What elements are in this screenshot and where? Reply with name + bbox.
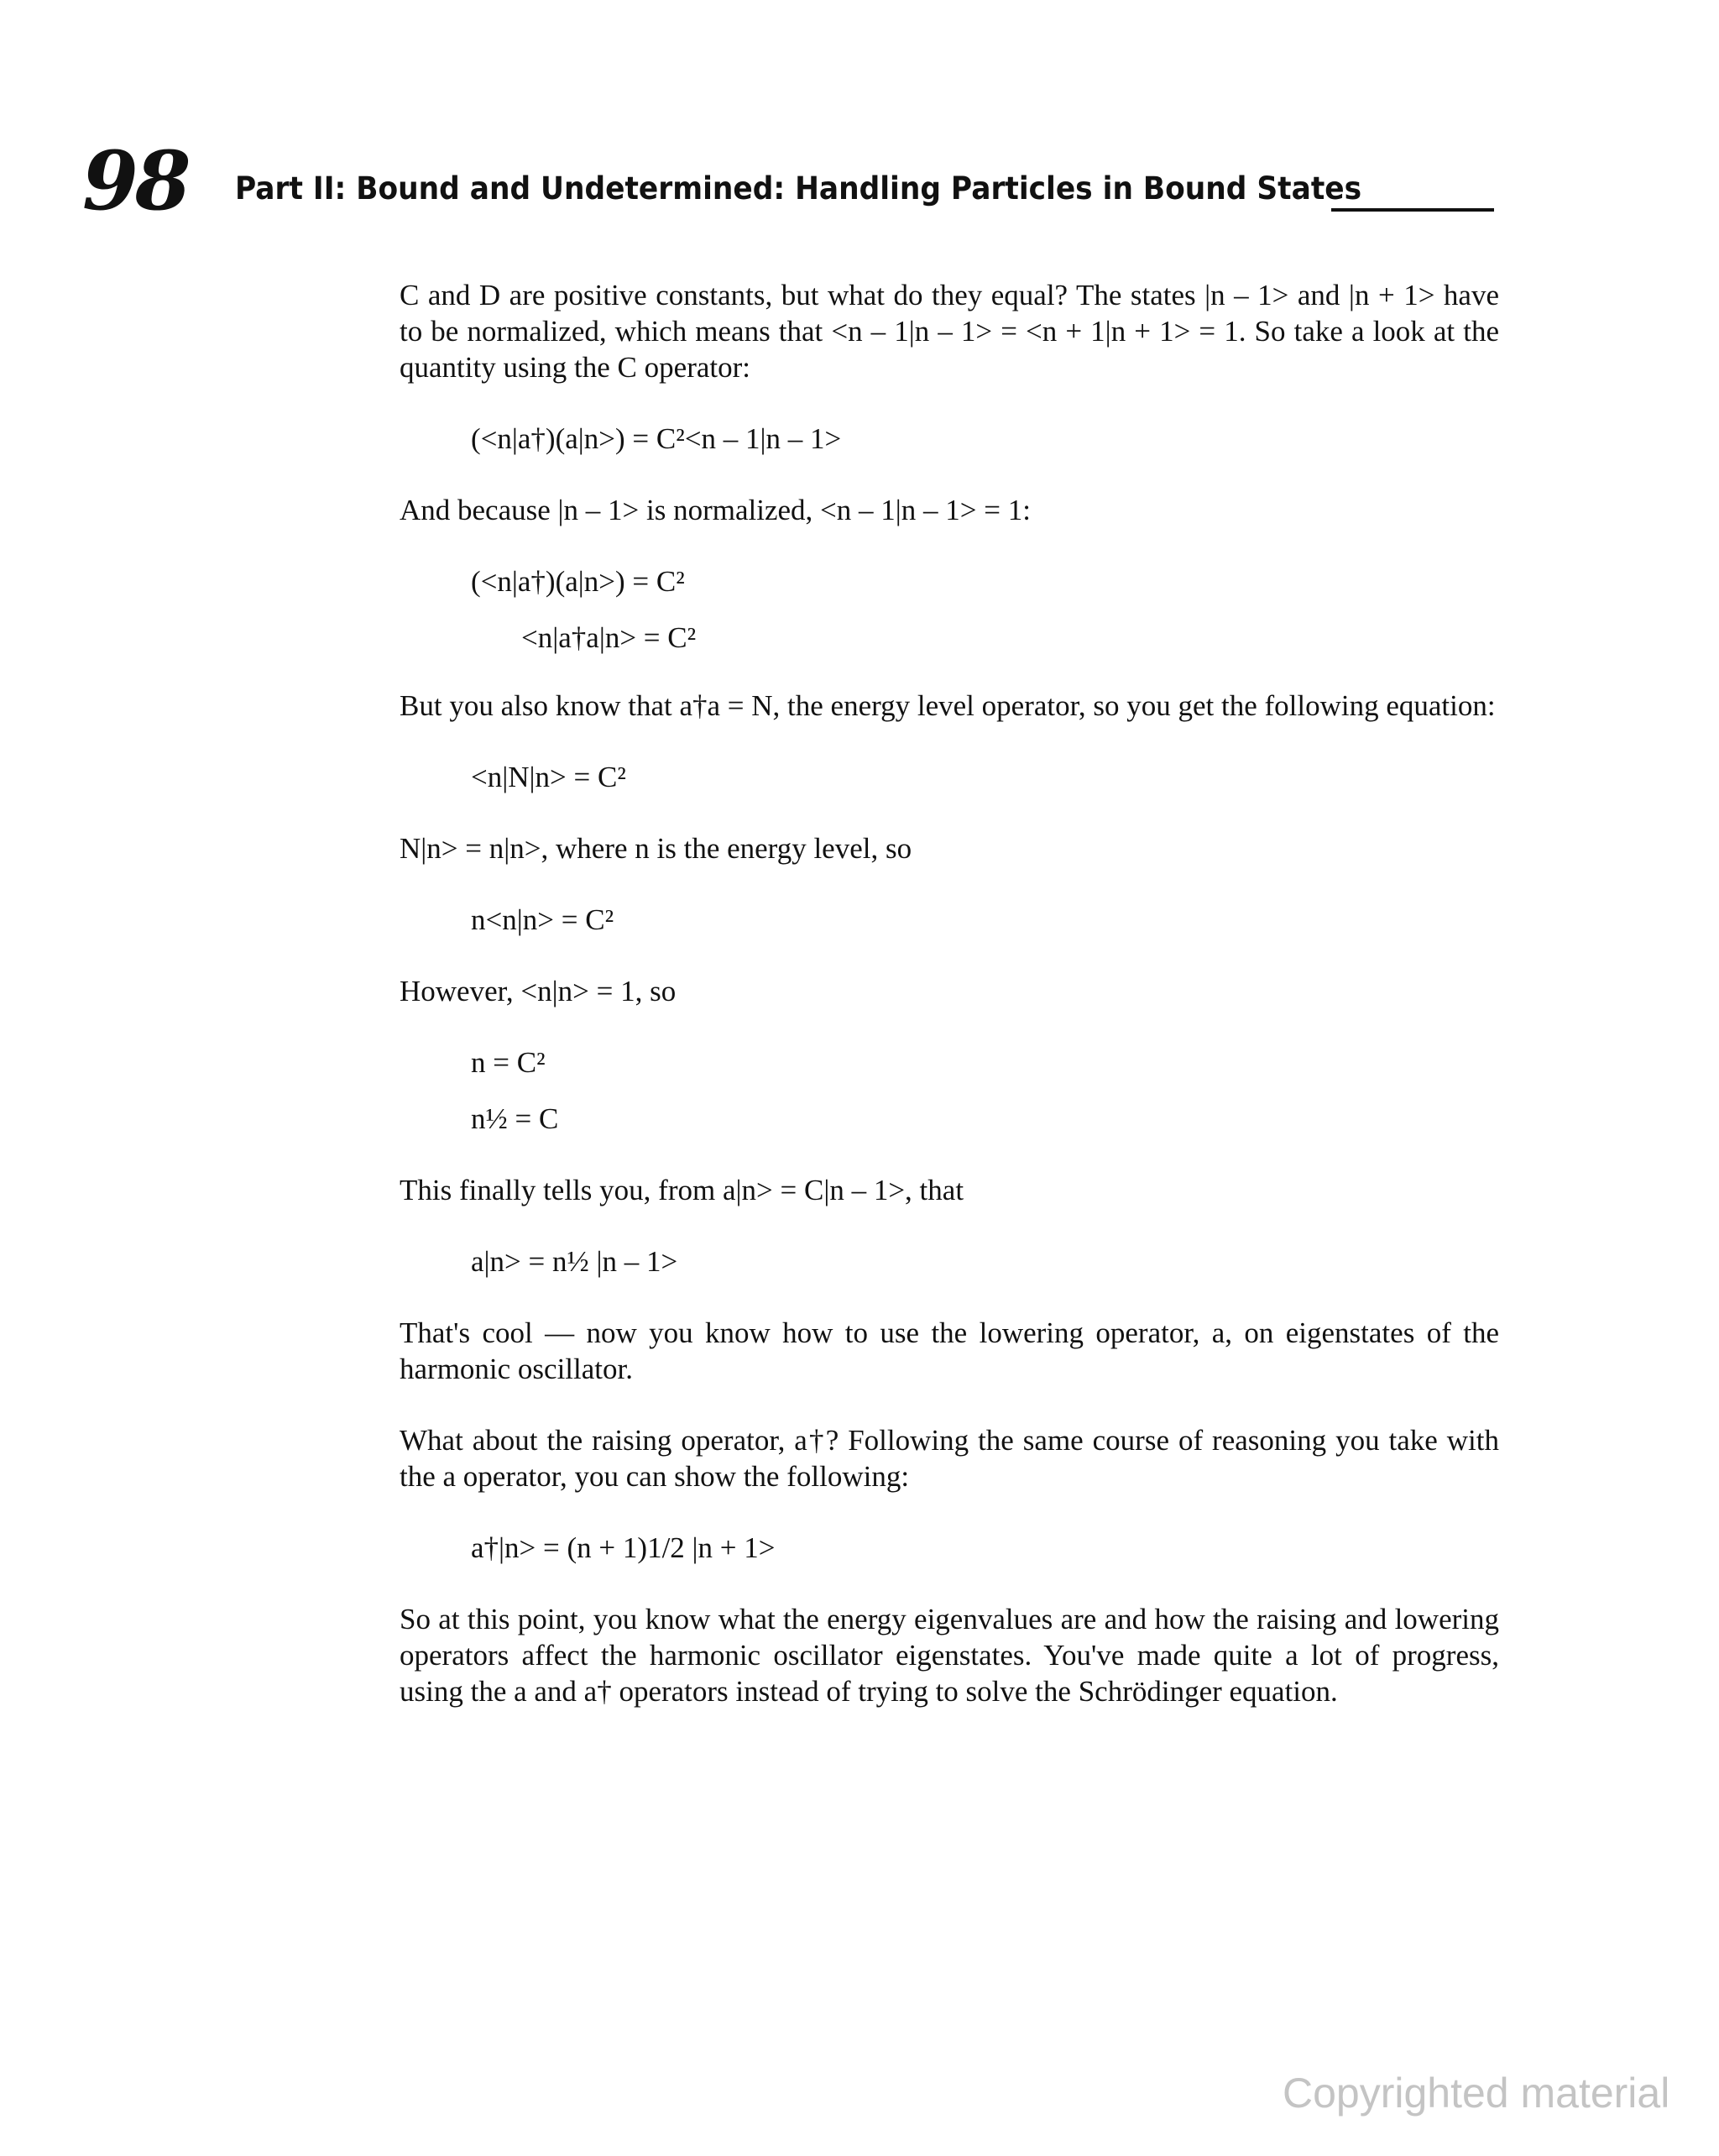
equation-7: a†|n> = (n + 1)1/2 |n + 1> — [471, 1531, 776, 1564]
equation-2a: (<n|a†)(a|n>) = C² — [471, 565, 685, 598]
equation-block-6 — [471, 1243, 1499, 1279]
paragraph-7: That's cool — now you know how to use the lowering operator, a, on eigenstates of the harmonic oscillator. — [400, 1316, 1499, 1385]
equation-6: a|n> = n½ |n – 1> — [471, 1245, 678, 1278]
paragraph-9: So at this point, you know what the energy eigenvalues are and how the raising and lowering operators affect the harmonic oscillator eigenstates. You've made quite a lot of progress, using the a and a† operators instead of trying to solve the Schrödinger equation. — [400, 1603, 1499, 1708]
page-number: 98 — [82, 133, 188, 228]
equation-block-2 — [471, 563, 1499, 656]
equation-block-1 — [471, 421, 1499, 457]
paragraph-5: However, <n|n> = 1, so — [400, 975, 677, 1007]
equation-5a: n = C² — [471, 1046, 546, 1079]
equation-block-4 — [471, 902, 1499, 938]
paragraph-2: And because |n – 1> is normalized, <n – 1|n – 1> = 1: — [400, 494, 1032, 526]
paragraph-4: N|n> = n|n>, where n is the energy level, so — [400, 832, 912, 865]
paragraph-8: What about the raising operator, a†? Following the same course of reasoning you take with the a operator, you can show the following: — [400, 1424, 1499, 1493]
equation-4: n<n|n> = C² — [471, 903, 614, 936]
paragraph-3: But you also know that a†a = N, the energy level operator, so you get the following equation: — [400, 689, 1496, 722]
equation-block-3 — [471, 759, 1499, 795]
equation-5b: n½ = C — [471, 1102, 559, 1135]
copyright-watermark: Copyrighted material — [1283, 2070, 1670, 2117]
paragraph-1: C and D are positive constants, but what do they equal? The states |n – 1> and |n + 1> have to be normalized, which means that <n – 1|n – 1> = <n + 1|n + 1> = 1. So take a look at the quantity using the C operator: — [400, 279, 1499, 384]
body-text — [400, 277, 1499, 1709]
header-rule — [1331, 208, 1494, 212]
equation-3: <n|N|n> = C² — [471, 761, 626, 793]
running-head: Part II: Bound and Undetermined: Handling Particles in Bound States — [235, 170, 1362, 207]
equation-block-7 — [471, 1530, 1499, 1566]
paragraph-6: This finally tells you, from a|n> = C|n – 1>, that — [400, 1174, 964, 1206]
equation-2b: <n|a†a|n> = C² — [521, 621, 697, 654]
equation-1: (<n|a†)(a|n>) = C²<n – 1|n – 1> — [471, 422, 842, 455]
equation-block-5 — [471, 1044, 1499, 1137]
